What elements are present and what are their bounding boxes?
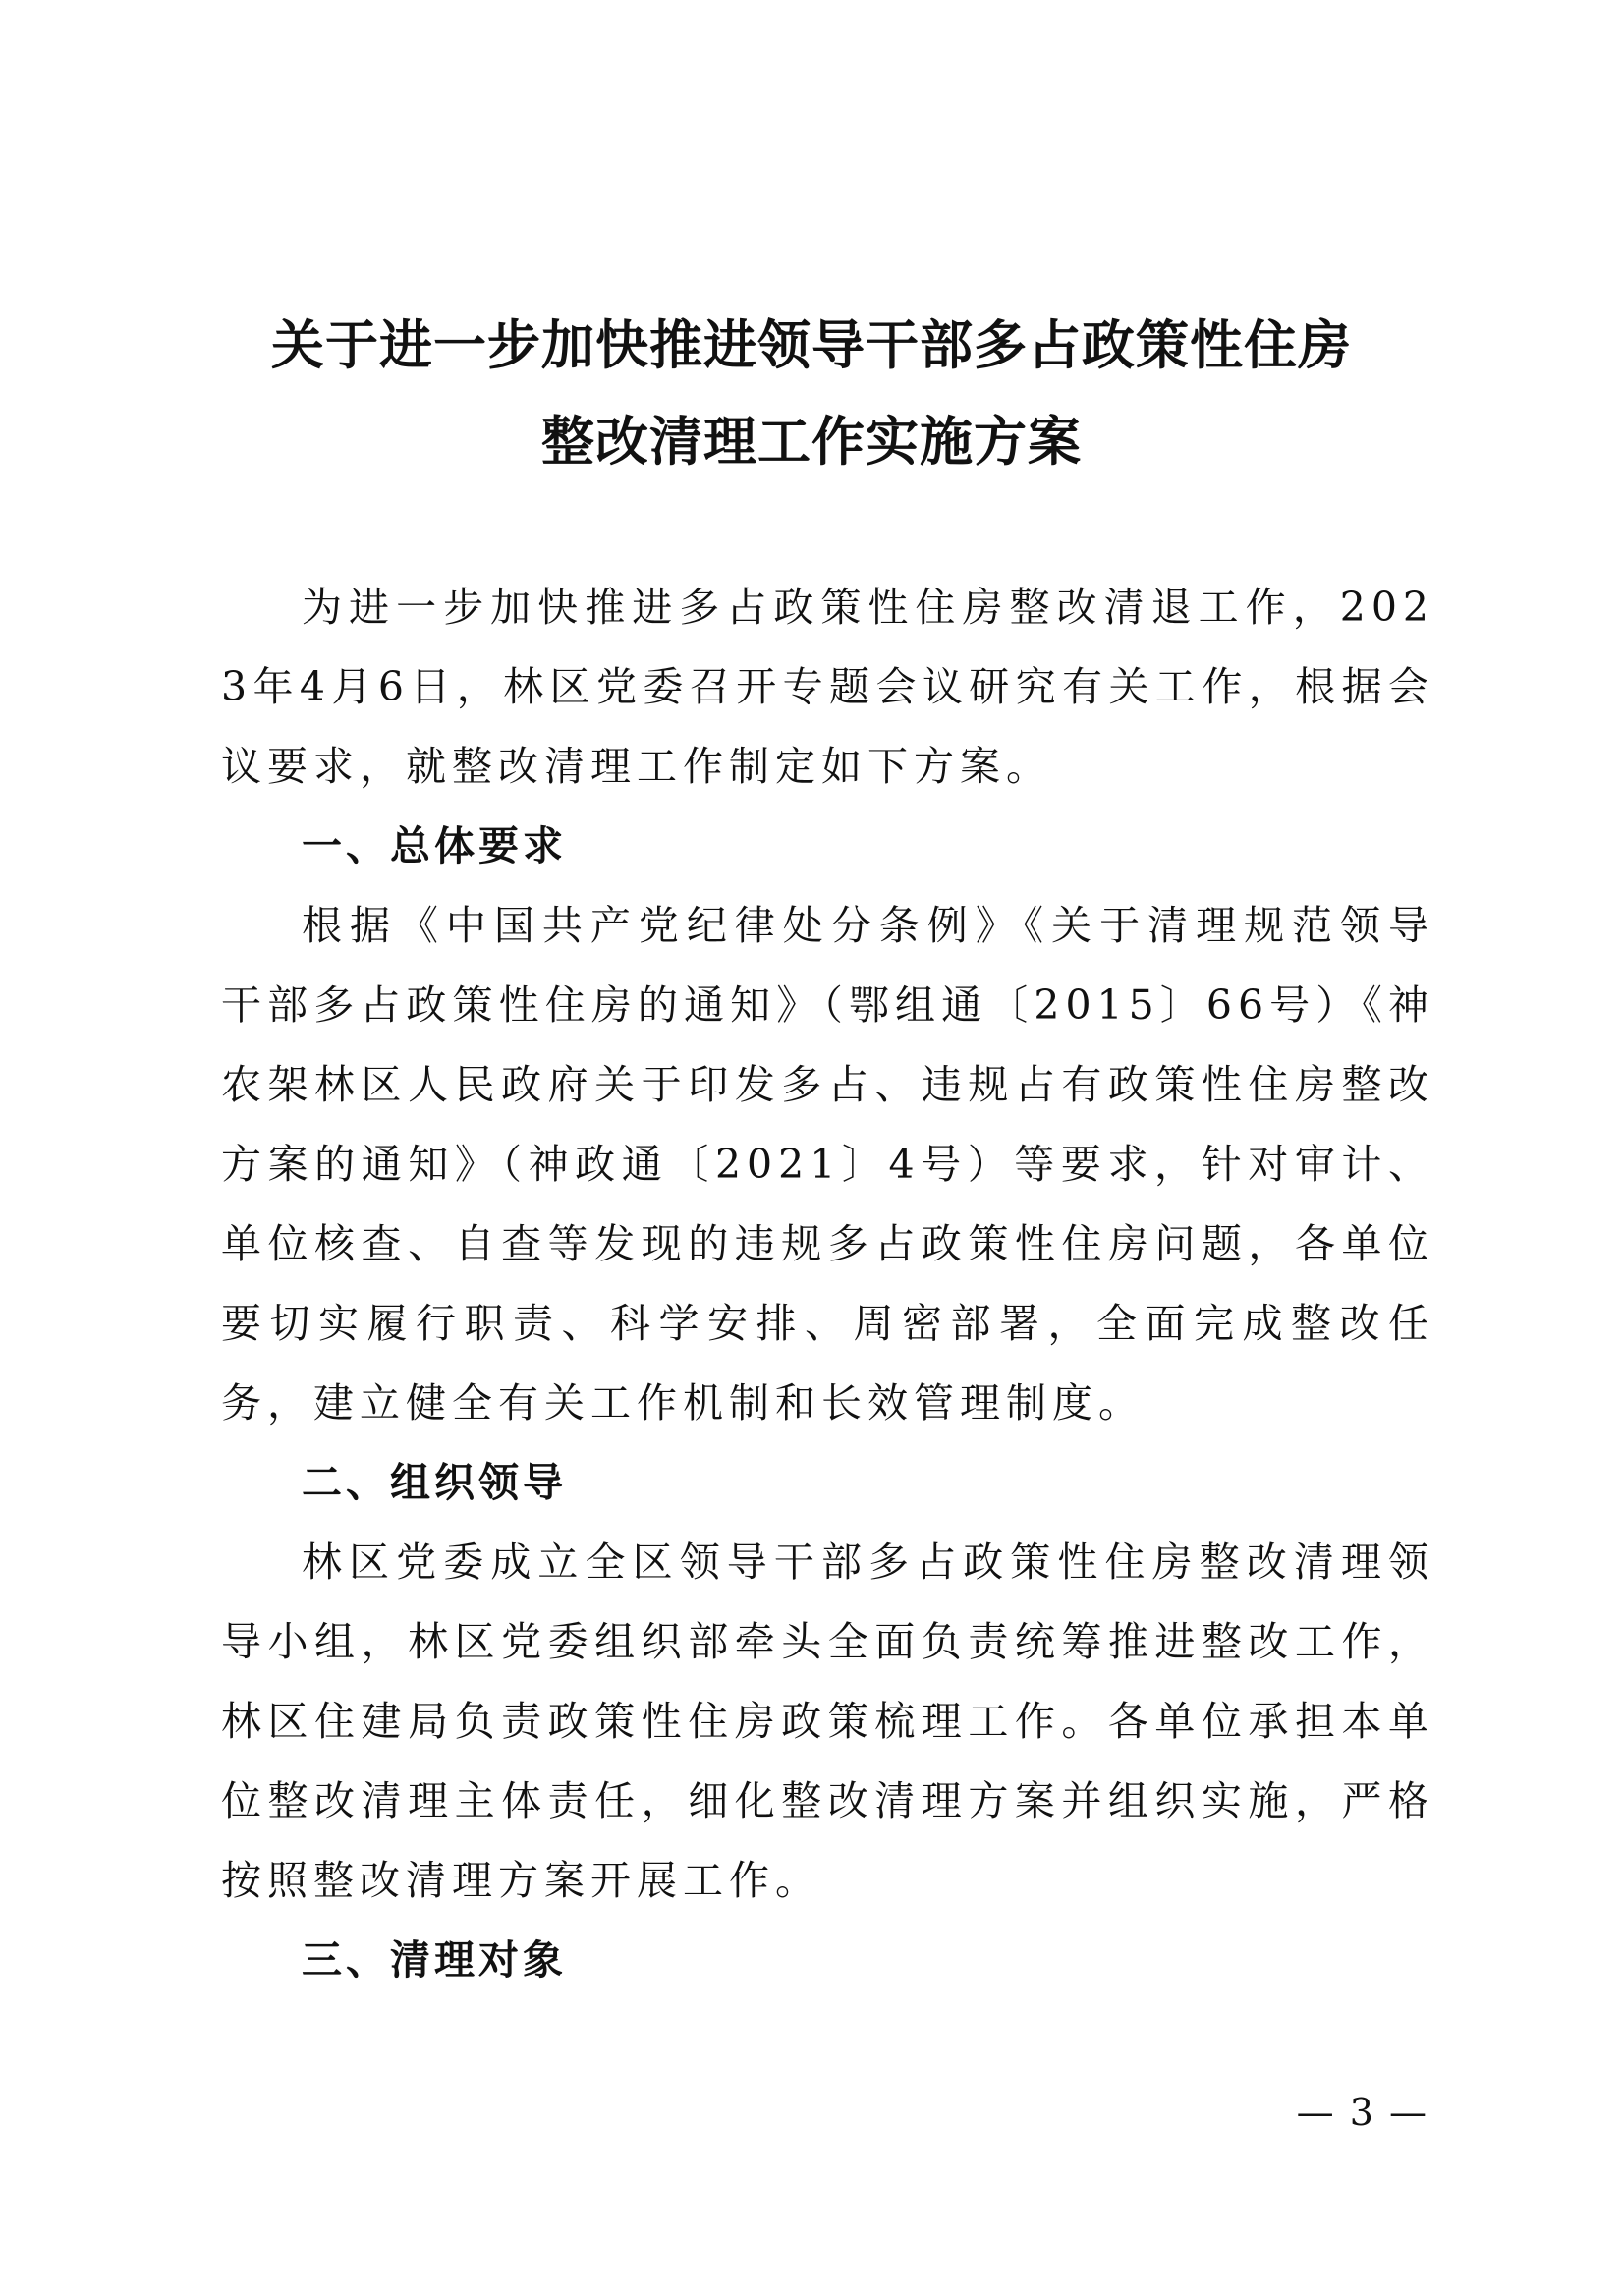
document-body <box>221 568 1434 2000</box>
document-title-line-2: 整改清理工作实施方案 <box>541 411 1082 473</box>
document-title-line-1: 关于进一步加快推进领导干部多占政策性住房 <box>271 314 1352 376</box>
intro-paragraph: 为进一步加快推进多占政策性住房整改清退工作，2023年4月6日，林区党委召开专题会议研究有关工作，根据会议要求，就整改清理工作制定如下方案。 <box>221 584 1434 790</box>
section-1-paragraph: 根据《中国共产党纪律处分条例》《关于清理规范领导干部多占政策性住房的通知》（鄂组通〔2015〕66号）《神农架林区人民政府关于印发多占、违规占有政策性住房整改方案的通知》（神政通〔2021〕4号）等要求，针对审计、单位核查、自查等发现的违规多占政策性住房问题，各单位要切实履行职责、科学安排、周密部署，全面完成整改任务，建立健全有关工作机制和长效管理制度。 <box>221 902 1434 1427</box>
section-2-heading: 二、组织领导 <box>302 1459 567 1506</box>
page-number: — 3 — <box>1296 2091 1428 2134</box>
section-1-heading: 一、总体要求 <box>302 822 567 869</box>
section-2-paragraph: 林区党委成立全区领导干部多占政策性住房整改清理领导小组，林区党委组织部牵头全面负责统筹推进整改工作，林区住建局负责政策性住房政策梳理工作。各单位承担本单位整改清理主体责任，细化整改清理方案并组织实施，严格按照整改清理方案开展工作。 <box>221 1539 1434 1904</box>
section-3-heading: 三、清理对象 <box>302 1936 567 1984</box>
